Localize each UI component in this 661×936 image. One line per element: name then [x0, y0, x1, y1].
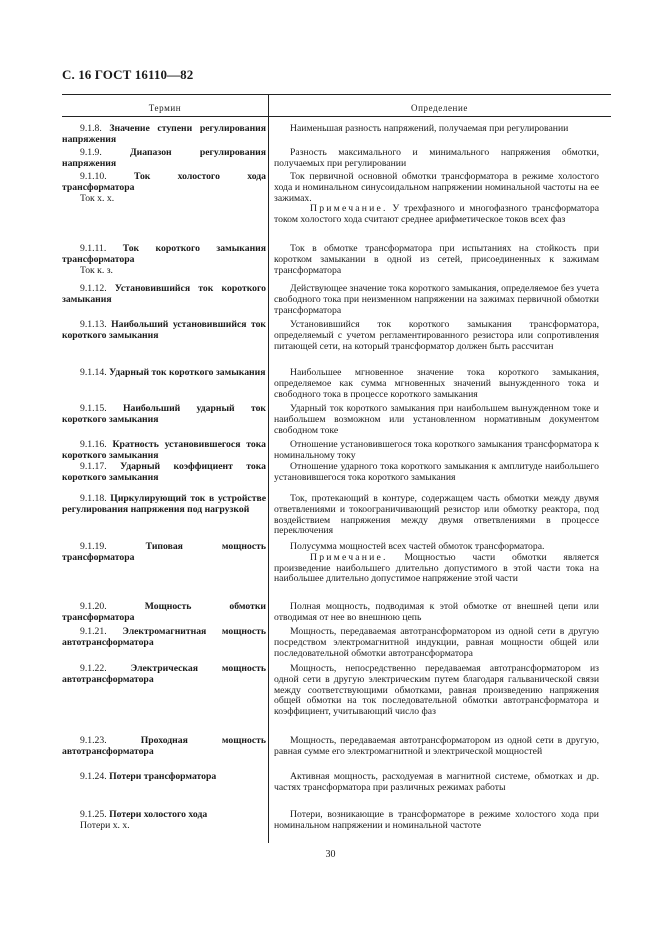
table-top-rule: [62, 94, 611, 95]
definition-entry: [274, 404, 599, 436]
term-name: Кратность установившегося тока короткого замыкания: [62, 439, 266, 461]
term-name: Установившийся ток короткого замыкания: [62, 283, 266, 305]
term-abbreviation: Ток к. з.: [80, 264, 113, 276]
term-number: 9.1.23.: [80, 735, 141, 746]
definition-entry: [274, 284, 599, 316]
definition-text: Потери, возникающие в трансформаторе в режиме холостого хода при номинальном напряжении и номинальной частоте: [274, 809, 599, 831]
term-text: [62, 284, 266, 306]
definition-entry: [274, 664, 599, 718]
term-entry: [62, 542, 266, 564]
definition-entry: [274, 172, 599, 226]
term-entry: [62, 602, 266, 624]
note-text: У трехфазного и многофазного трансформатора током холостого хода считают среднее арифметическое токов всех фаз: [274, 203, 599, 226]
term-entry: [62, 810, 266, 832]
term-text: [62, 602, 266, 624]
term-number: 9.1.10.: [80, 171, 134, 182]
definition-text: Отношение установившегося тока короткого замыкания трансформатора к номинальному току: [274, 439, 599, 461]
term-number: 9.1.24.: [80, 771, 110, 782]
term-entry: [62, 494, 266, 516]
definition-text: Ток, протекающий в контуре, содержащем часть обмотки между двумя ответвлениями и токоограничивающий резистор или обмотку реактора, под воздействием напряжения между двумя ответвлениями в процессе переключения: [274, 493, 599, 537]
term-entry: [62, 124, 266, 146]
term-name: Значение ступени регулирования напряжения: [62, 123, 266, 145]
term-name: Электрическая мощность автотрансформатора: [62, 663, 267, 685]
definition-entry: [274, 627, 599, 659]
term-entry: [62, 172, 266, 204]
term-entry: [62, 664, 266, 686]
term-entry: [62, 148, 266, 170]
term-number: 9.1.15.: [80, 403, 123, 414]
definition-entry: [274, 368, 599, 400]
term-name: Диапазон регулирования напряжения: [62, 147, 266, 169]
term-text: [62, 440, 266, 462]
term-number: 9.1.16.: [80, 439, 113, 450]
term-name: Наибольший ударный ток короткого замыкания: [62, 403, 266, 425]
term-text: [62, 320, 266, 342]
definition-text: Активная мощность, расходуемая в магнитной системе, обмотках и др. частях трансформатора при различных режимах работы: [274, 771, 599, 793]
definition-text: Мощность, непосредственно передаваемая автотрансформатором из одной сети в другую электрическим путем благодаря гальванической связи между соответствующими обмотками, равная произведению напряжения общей обмотки на ток последовательной обмотки автотрансформатора и коэффициент, учитывающий число фаз: [274, 663, 599, 718]
term-number: 9.1.25.: [80, 809, 110, 820]
term-number: 9.1.19.: [80, 541, 146, 552]
definition-note: [274, 204, 599, 226]
definition-text: Мощность, передаваемая автотрансформатором из одной сети в другую, равная сумме его электромагнитной и электрической мощностей: [274, 735, 599, 757]
definition-entry: [274, 440, 599, 462]
definition-text: Наибольшее мгновенное значение тока короткого замыкания, определяемое как сумма мгновенных значений вынужденного тока и свободного тока в процессе короткого замыкания: [274, 367, 599, 400]
term-entry: [62, 462, 266, 484]
definition-entry: [274, 244, 599, 276]
term-entry: [62, 244, 266, 276]
definition-text: Полная мощность, подводимая к этой обмотке от внешней цепи или отводимая от нее во внешнюю цепь: [274, 601, 599, 623]
term-name: Потери трансформатора: [109, 771, 217, 782]
note-text: Мощностью части обмотки является произведение наибольшего длительно допустимого в этой части тока на наибольшее длительно допустимое напряжение этой части: [274, 551, 599, 585]
definition-text: Мощность, передаваемая автотрансформатором из одной сети в другую посредством электромагнитной индукции, равная мощности общей или последовательной обмотки автотрансформатора: [274, 626, 599, 659]
definition-text: Ток первичной основной обмотки трансформатора в режиме холостого хода и номинальном синусоидальном напряжении номинальной частоты на ее зажимах.: [274, 171, 599, 204]
term-text: [62, 542, 266, 564]
definition-entry: [274, 148, 599, 170]
term-entry: [62, 627, 266, 649]
term-text: [62, 664, 266, 686]
page-number: 30: [325, 849, 336, 860]
column-divider: [268, 94, 269, 843]
term-text: [62, 736, 266, 758]
term-name: Потери холостого хода: [109, 809, 208, 820]
term-number: 9.1.8.: [80, 123, 110, 134]
term-text: [62, 368, 266, 379]
note-label: Примечание.: [310, 203, 388, 215]
term-entry: [62, 736, 266, 758]
term-text: [62, 772, 266, 783]
term-name: Циркулирующий ток в устройстве регулирования напряжения под нагрузкой: [62, 493, 266, 515]
term-number: 9.1.20.: [80, 601, 145, 612]
term-number: 9.1.21.: [80, 626, 123, 637]
term-abbreviation: Ток х. х.: [80, 192, 115, 204]
term-text: [62, 172, 266, 194]
page-header: С. 16 ГОСТ 16110—82: [62, 67, 194, 82]
definition-note: [274, 553, 599, 585]
term-text: [62, 404, 266, 426]
definition-entry: [274, 772, 599, 794]
term-number: 9.1.9.: [80, 147, 130, 158]
definition-entry: [274, 736, 599, 758]
term-entry: [62, 320, 266, 342]
column-header-term: Термин: [148, 103, 182, 113]
term-text: [62, 244, 266, 266]
definition-text: Ток в обмотке трансформатора при испытаниях на стойкость при коротком замыкании в одной из сетей, присоединенных к зажимам трансформатора: [274, 243, 599, 276]
term-abbreviation: Потери х. х.: [80, 819, 130, 831]
term-entry: [62, 284, 266, 306]
term-entry: [62, 772, 266, 783]
term-text: [62, 124, 266, 146]
term-name: Ток холостого хода трансформатора: [62, 171, 266, 193]
definition-entry: [274, 810, 599, 832]
term-text: [62, 148, 266, 170]
definition-text: Разность максимального и минимального напряжения обмотки, получаемых при регулировании: [274, 147, 599, 169]
term-entry: [62, 440, 266, 462]
table-header-rule: [62, 116, 611, 117]
definition-text: Полусумма мощностей всех частей обмоток трансформатора.: [290, 541, 545, 552]
term-name: Типовая мощность трансформатора: [62, 541, 267, 563]
term-number: 9.1.22.: [80, 663, 131, 674]
term-number: 9.1.17.: [80, 461, 121, 472]
term-text: [62, 627, 266, 649]
definition-text: Действующее значение тока короткого замыкания, определяемое без учета свободного тока при неизменном напряжении на зажимах первичной обмотки трансформатора: [274, 283, 599, 316]
term-entry: [62, 404, 266, 426]
column-header-definition: Определение: [411, 103, 468, 113]
definition-entry: [274, 320, 599, 352]
term-text: [62, 494, 266, 516]
term-entry: [62, 368, 266, 379]
term-number: 9.1.18.: [80, 493, 111, 504]
term-name: Проходная мощность автотрансформатора: [62, 735, 266, 757]
term-number: 9.1.11.: [80, 243, 123, 254]
definition-entry: [274, 602, 599, 624]
term-name: Ток короткого замыкания трансформатора: [62, 243, 266, 265]
term-name: Ударный ток короткого замыкания: [109, 367, 266, 378]
definition-text: Ударный ток короткого замыкания при наибольшем вынужденном токе и наибольшем возможном или установленном нормативным документом свободном токе: [274, 403, 599, 436]
term-name: Наибольший установившийся ток короткого замыкания: [62, 319, 267, 341]
term-name: Мощность обмотки трансформатора: [62, 601, 267, 623]
term-number: 9.1.13.: [80, 319, 112, 330]
term-name: Ударный коэффициент тока короткого замыкания: [62, 461, 267, 483]
definition-text: Отношение ударного тока короткого замыкания к амплитуде наибольшего установившегося тока короткого замыкания: [274, 461, 599, 483]
definition-entry: [274, 462, 599, 484]
definition-text: Наименьшая разность напряжений, получаемая при регулировании: [290, 123, 569, 134]
term-name: Электромагнитная мощность автотрансформатора: [62, 626, 266, 648]
definition-entry: [274, 542, 599, 585]
term-number: 9.1.14.: [80, 367, 110, 378]
term-text: [62, 462, 266, 484]
note-label: Примечание.: [310, 551, 388, 563]
definition-entry: [274, 124, 599, 135]
definition-text: Установившийся ток короткого замыкания трансформатора, определяемый с учетом регламентированного резистора или сопротивления питающей сети, на который трансформатор должен быть рассчитан: [274, 319, 599, 352]
term-number: 9.1.12.: [80, 283, 115, 294]
definition-entry: [274, 494, 599, 537]
